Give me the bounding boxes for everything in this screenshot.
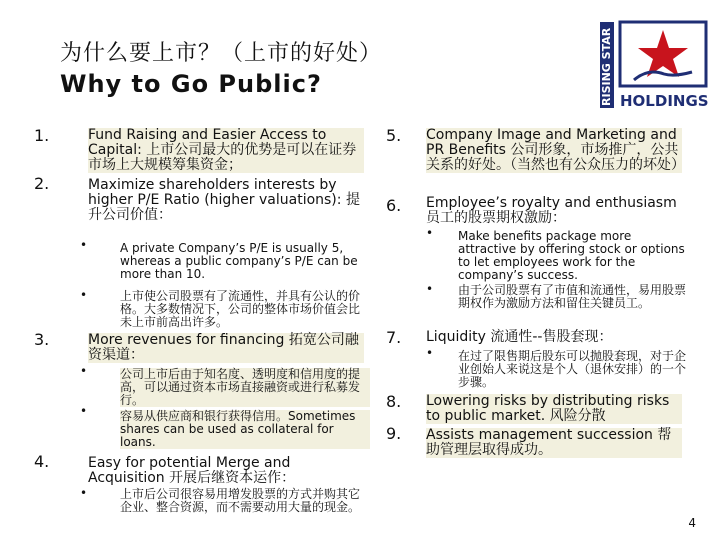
left-item-2: Maximize shareholders interests by higher P/E Ratio (higher valuations): 提升公司价值： — [88, 177, 360, 223]
bullet-icon: • — [80, 404, 88, 418]
right-item-7: Liquidity 流通性--售股套现： — [426, 329, 613, 345]
item-number: 8. — [386, 392, 402, 411]
item-number: 3. — [34, 330, 50, 349]
item-number: 2. — [34, 174, 50, 193]
bullet-icon: • — [80, 238, 88, 252]
left-item-3: More revenues for financing 拓宽公司融资渠道： — [88, 333, 364, 363]
bullet-icon: • — [426, 282, 434, 296]
rising-star-holdings-logo — [590, 14, 714, 114]
left-item-1: Fund Raising and Easier Access to Capital: 上市公司最大的优势是可以在证券市场上大规模筹集资金； — [88, 128, 364, 173]
right-sub-7a: 在过了限售期后股东可以抛股套现，对于企业创始人来说这是个人（退休安排）的一个步骤。 — [458, 349, 687, 389]
bullet-icon: • — [426, 346, 434, 360]
left-sub-4a: 上市后公司很容易用增发股票的方式并购其它企业、整合资源，而不需要动用大量的现金。 — [120, 487, 361, 514]
left-item-4: Easy for potential Merge and Acquisition 开展后继资本运作： — [88, 455, 296, 486]
bullet-icon: • — [80, 486, 88, 500]
item-number: 4. — [34, 452, 50, 471]
right-item-6: Employee’s royalty and enthusiasm员工的股票期权激励： — [426, 195, 677, 226]
right-item-8: Lowering risks by distributing risks to public market. 风险分散 — [426, 394, 682, 424]
right-item-5: Company Image and Marketing and PR Benefits 公司形象，市场推广，公共关系的好处。（当然也有公众压力的坏处） — [426, 127, 685, 173]
right-sub-6a: Make benefits package more attractive by offering stock or options to let employees work for the company’s success. — [458, 229, 685, 282]
bullet-icon: • — [80, 288, 88, 302]
slide-title-en: Why to Go Public? — [60, 70, 322, 98]
right-item-9: Assists management succession 帮助管理层取得成功。 — [426, 428, 682, 458]
right-sub-6b: 由于公司股票有了市值和流通性，易用股票期权作为激励方法和留住关键员工。 — [458, 283, 687, 310]
bullet-icon: • — [426, 226, 434, 240]
left-sub-3a: 公司上市后由于知名度、透明度和信用度的提高，可以通过资本市场直接融资或进行私募发行。 — [120, 368, 370, 407]
item-number: 1. — [34, 126, 50, 145]
slide-title-cn: 为什么要上市？（上市的好处） — [60, 41, 383, 66]
logo-text-left: RISING STAR — [600, 27, 613, 106]
item-number: 6. — [386, 196, 402, 215]
left-sub-2b: 上市使公司股票有了流通性，并具有公认的价格。大多数情况下，公司的整体市场价值会比未上市前高出许多。 — [120, 289, 361, 329]
logo-text-right: HOLDINGS — [620, 92, 709, 110]
item-number: 9. — [386, 424, 402, 443]
left-sub-2a: A private Company’s P/E is usually 5, whereas a public company’s P/E can be more than 10. — [120, 241, 358, 281]
page-number: 4 — [688, 516, 696, 530]
bullet-icon: • — [80, 364, 88, 378]
item-number: 5. — [386, 126, 402, 145]
item-number: 7. — [386, 328, 402, 347]
left-sub-3b: 容易从供应商和银行获得信用。Sometimes shares can be used as collateral for loans. — [120, 410, 370, 449]
